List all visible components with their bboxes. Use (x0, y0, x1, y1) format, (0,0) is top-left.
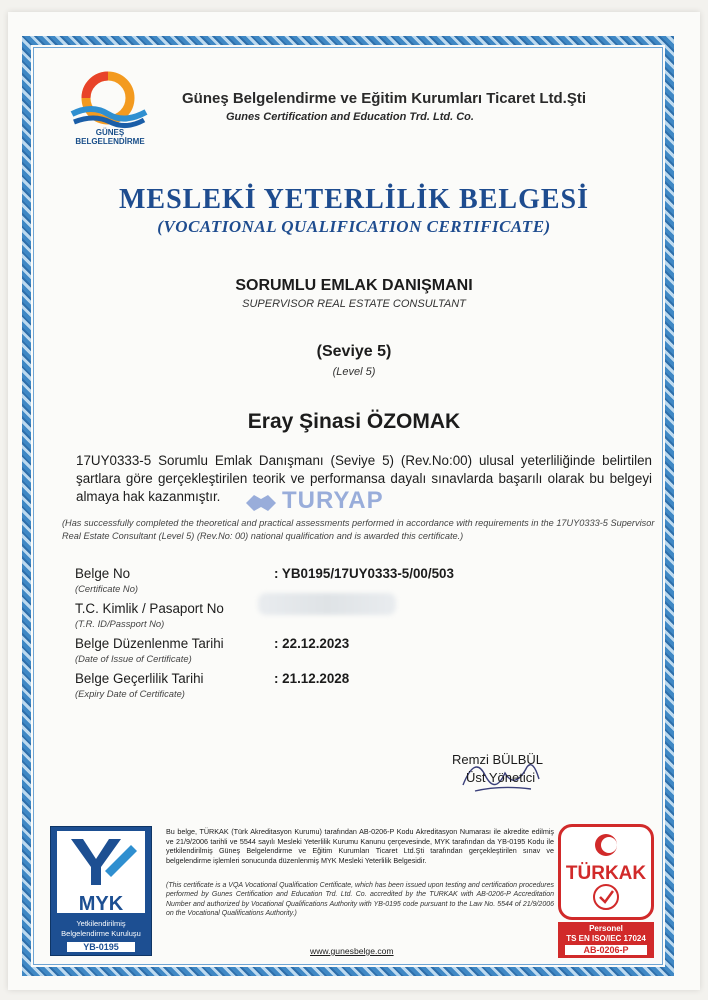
watermark-text: TURYAP (282, 487, 384, 514)
cert-no-label: Belge No (75, 566, 131, 581)
myk-code: YB-0195 (67, 942, 135, 952)
myk-logo (50, 826, 152, 956)
certificate-title: MESLEKİ YETERLİLİK BELGESİ (118, 184, 589, 215)
turkak-badge-line2: TS EN ISO/IEC 17024 (566, 933, 646, 943)
holder-name: Eray Şinasi ÖZOMAK (247, 410, 461, 433)
expiry-date-label: Belge Geçerlilik Tarihi (75, 671, 204, 686)
logo-caption: GÜNEŞ BELGELENDİRME (75, 128, 145, 146)
statement-en: (Has successfully completed the theoretical and practical assessments performed in accordance with requirements in the 17UY0333-5 Supervisor Real Estate Consultant (Level 5) (Rev.No: 00) national qualification and is awarded this certificate.) (62, 518, 655, 541)
level-en: (Level 5) (332, 366, 376, 378)
certificate-title-en: (VOCATIONAL QUALIFICATION CERTIFICATE) (157, 217, 551, 236)
redacted-id-value (258, 593, 396, 615)
website-link[interactable]: www.gunesbelge.com (310, 946, 394, 956)
id-sub: (T.R. ID/Passport No) (75, 618, 165, 629)
myk-caption: Yetkilendirilmiş Belgelendirme Kuruluşu (61, 919, 141, 938)
turkak-label: TÜRKAK (565, 863, 647, 884)
expiry-date-sub: (Expiry Date of Certificate) (75, 688, 185, 699)
turkak-badge-line1: Personel (589, 924, 623, 933)
issue-date-label: Belge Düzenlenme Tarihi (75, 636, 224, 651)
expiry-date-value: : 21.12.2028 (274, 671, 350, 686)
cert-no-value: : YB0195/17UY0333-5/00/503 (274, 566, 454, 581)
legal-text-en: (This certificate is a VQA Vocational Qualification Certificate, which has been issued upon testing and certification procedures performed by Gunes Certification and Education Trd. Ltd. Co. accredited by the TURKAK with AB-0206-P Accreditation Number and authorized by Vocational Qualifications Authority with YB-0195 code pursuant to the Law No. 5544 of 21/9/2006 on the Vocational Qualifications Authority.) (166, 882, 554, 918)
turkak-code: AB-0206-P (565, 945, 647, 955)
handshake-icon (244, 489, 278, 515)
qualification-title: SORUMLU EMLAK DANIŞMANI (235, 277, 473, 294)
issue-date-value: : 22.12.2023 (274, 636, 350, 651)
id-label: T.C. Kimlik / Pasaport No (75, 601, 224, 616)
qualification-title-en: SUPERVISOR REAL ESTATE CONSULTANT (242, 298, 466, 310)
cert-no-sub: (Certificate No) (75, 583, 139, 594)
issue-date-sub: (Date of Issue of Certificate) (75, 653, 192, 664)
level: (Seviye 5) (316, 343, 392, 360)
signatory-name: Remzi BÜLBÜL (452, 752, 544, 767)
signatory-title: Üst Yönetici (466, 770, 536, 785)
myk-label: MYK (78, 893, 124, 915)
statement-tr: 17UY0333-5 Sorumlu Emlak Danışmanı (Seviye 5) (Rev.No:00) ulusal yeterliliğinde belirtilen şartlara göre gerçekleştirilen teorik ve performansa dayalı sınavlarda başarılı olarak bu belgeyi almaya hak kazanmıştır. (76, 453, 652, 504)
issuer-name-en: Gunes Certification and Education Trd. Ltd. Co. (226, 111, 474, 123)
myk-emblem (57, 831, 145, 913)
legal-text-tr: Bu belge, TÜRKAK (Türk Akreditasyon Kurumu) tarafından AB-0206-P Kodu Akreditasyon Numarası ile akredite edilmiş ve 21/9/2006 tarihli ve 5544 sayılı Mesleki Yeterlilik Kurumu Kanunu çerçevesinde, MYK tarafından da YB-0195 Kodu ile yetkilendirilmiş Güneş Belgelendirme ve Eğitim Kurumları Ticaret Ltd.Şti tarafından gerçekleştirilen sınav ve belgelendirme işlemleri sonucunda düzenlenmiş MYK Mesleki Yeterlilik Belgesidir. (166, 827, 554, 865)
turkak-badge (558, 922, 654, 958)
myk-emblem-icon (57, 831, 145, 891)
issuer-name-tr: Güneş Belgelendirme ve Eğitim Kurumları Ticaret Ltd.Şti (182, 90, 586, 107)
turkak-logo (558, 824, 654, 920)
turyap-watermark (244, 487, 384, 515)
